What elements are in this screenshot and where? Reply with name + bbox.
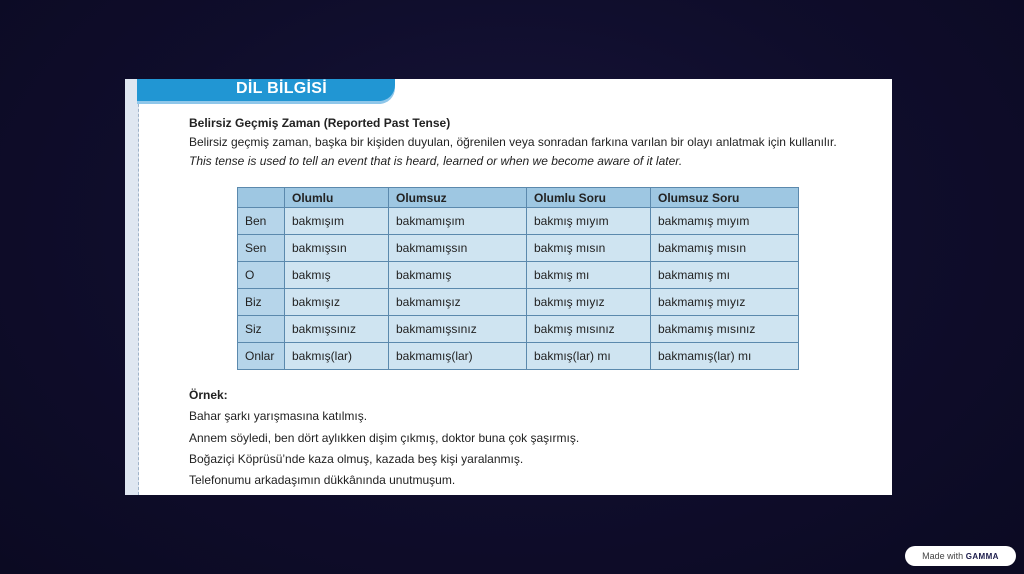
table-cell: bakmamış mı bbox=[651, 262, 799, 289]
table-row bbox=[238, 208, 799, 235]
table-cell: bakmamışız bbox=[389, 289, 527, 316]
table-cell: bakmamış(lar) mı bbox=[651, 343, 799, 370]
table-cell: bakmamış bbox=[389, 262, 527, 289]
banner-title: DİL BİLGİSİ bbox=[236, 80, 328, 97]
table-header-cell: Olumsuz Soru bbox=[651, 188, 799, 208]
made-with-gamma-badge[interactable] bbox=[905, 546, 1016, 566]
table-row bbox=[238, 235, 799, 262]
pronoun-cell: Ben bbox=[238, 208, 285, 235]
description-english: This tense is used to tell an event that is heard, learned or when we become aware of it later. bbox=[189, 154, 683, 168]
example-sentence: Boğaziçi Köprüsü’nde kaza olmuş, kazada beş kişi yaralanmış. bbox=[189, 452, 524, 466]
table-cell: bakmış(lar) mı bbox=[527, 343, 651, 370]
table-cell: bakmış mıyım bbox=[527, 208, 651, 235]
table-cell: bakmamış mıyım bbox=[651, 208, 799, 235]
table-header-row bbox=[238, 188, 799, 208]
table-cell: bakmışız bbox=[285, 289, 389, 316]
pronoun-cell: Onlar bbox=[238, 343, 285, 370]
example-sentence: Telefonumu arkadaşımın dükkânında unutmuşum. bbox=[189, 473, 456, 487]
table-cell: bakmış mısın bbox=[527, 235, 651, 262]
table-cell: bakmışım bbox=[285, 208, 389, 235]
table-cell: bakmış mıyız bbox=[527, 289, 651, 316]
pronoun-cell: Sen bbox=[238, 235, 285, 262]
table-cell: bakmışsın bbox=[285, 235, 389, 262]
table-row bbox=[238, 343, 799, 370]
table-header-cell: Olumlu bbox=[285, 188, 389, 208]
table-row bbox=[238, 316, 799, 343]
example-sentence: Annem söyledi, ben dört aylıkken dişim çıkmış, doktor buna çok şaşırmış. bbox=[189, 431, 580, 445]
table-cell: bakmış mısınız bbox=[527, 316, 651, 343]
gamma-logo: GAMMA bbox=[965, 552, 999, 561]
section-banner bbox=[137, 79, 395, 101]
table-cell: bakmamış mısınız bbox=[651, 316, 799, 343]
table-row bbox=[238, 262, 799, 289]
pronoun-cell: Siz bbox=[238, 316, 285, 343]
section-title: Belirsiz Geçmiş Zaman (Reported Past Tense) bbox=[189, 116, 451, 130]
pronoun-cell: O bbox=[238, 262, 285, 289]
table-cell: bakmış bbox=[285, 262, 389, 289]
table-cell: bakmamışsınız bbox=[389, 316, 527, 343]
table-cell: bakmamışsın bbox=[389, 235, 527, 262]
table-cell: bakmamışım bbox=[389, 208, 527, 235]
table-row bbox=[238, 289, 799, 316]
table-cell: bakmışsınız bbox=[285, 316, 389, 343]
page-margin-strip bbox=[125, 79, 139, 495]
table-header-cell bbox=[238, 188, 285, 208]
table-cell: bakmamış mısın bbox=[651, 235, 799, 262]
table-cell: bakmış mı bbox=[527, 262, 651, 289]
badge-prefix: Made with bbox=[922, 551, 964, 561]
example-title: Örnek: bbox=[189, 388, 228, 402]
table-header-cell: Olumlu Soru bbox=[527, 188, 651, 208]
table-cell: bakmış(lar) bbox=[285, 343, 389, 370]
pronoun-cell: Biz bbox=[238, 289, 285, 316]
slide-page bbox=[125, 79, 892, 495]
table-header-cell: Olumsuz bbox=[389, 188, 527, 208]
description-turkish: Belirsiz geçmiş zaman, başka bir kişiden duyulan, öğrenilen veya sonradan farkına varılan bir olayı anlatmak için kullanılır. bbox=[189, 135, 837, 149]
conjugation-table bbox=[237, 187, 799, 370]
table-cell: bakmamış(lar) bbox=[389, 343, 527, 370]
example-sentence: Bahar şarkı yarışmasına katılmış. bbox=[189, 409, 368, 423]
table-cell: bakmamış mıyız bbox=[651, 289, 799, 316]
